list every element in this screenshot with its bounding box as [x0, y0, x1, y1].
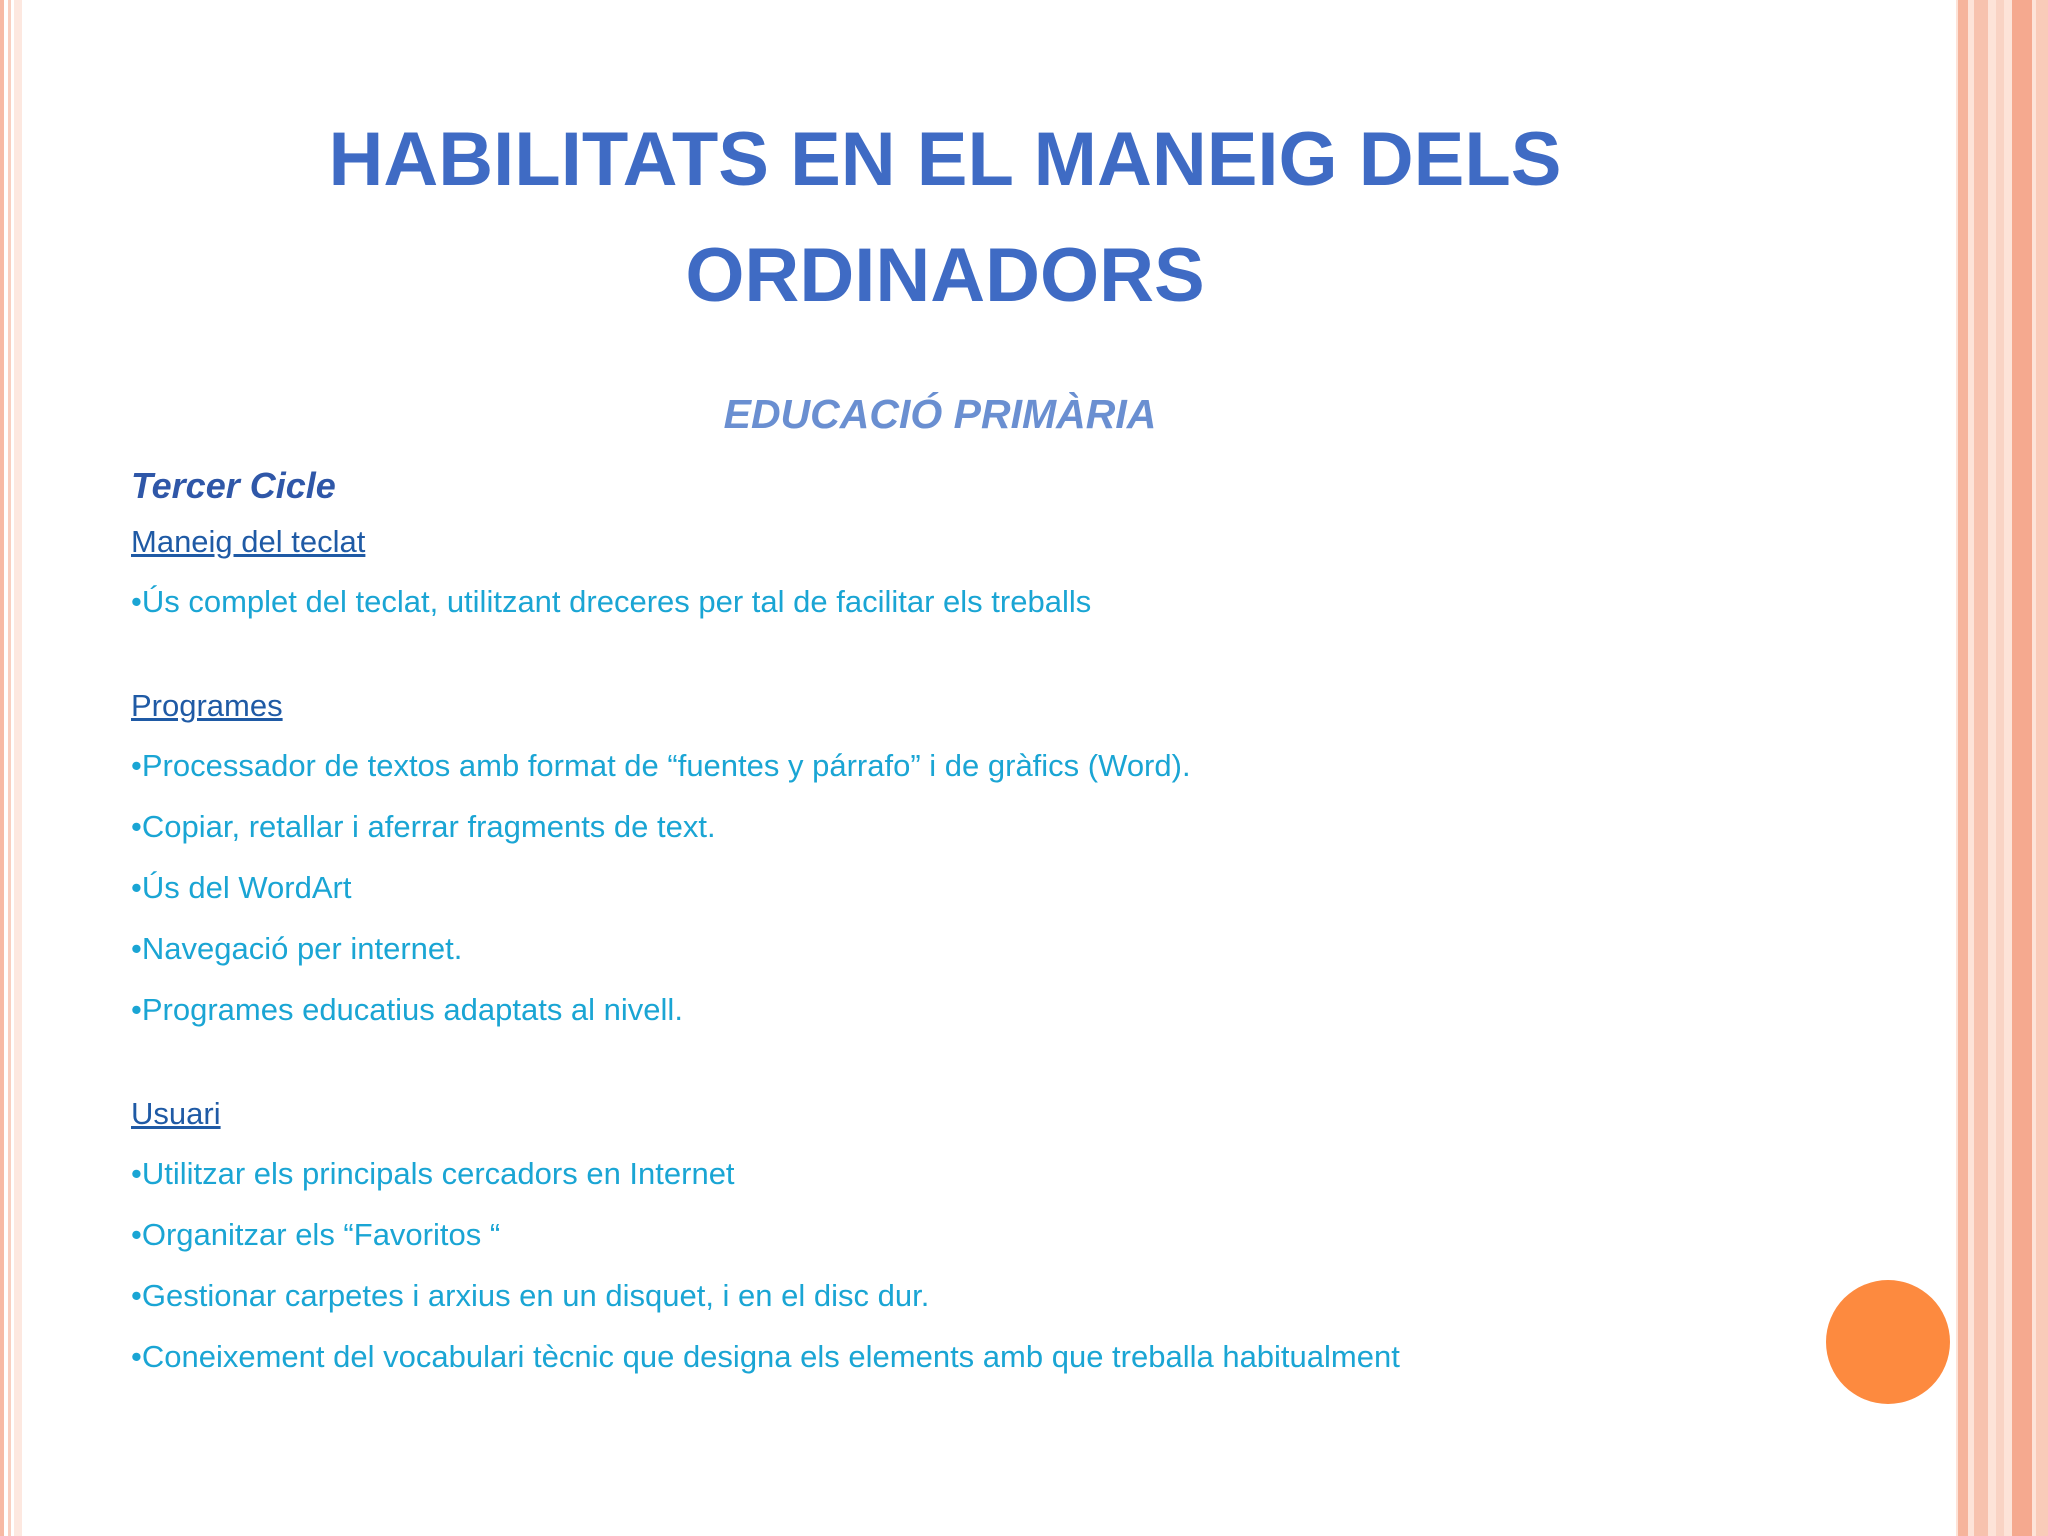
list-item: •Ús complet del teclat, utilitzant dreceres per tal de facilitar els treballs	[131, 584, 1092, 619]
section-spacer	[131, 1049, 1831, 1092]
list-item: •Coneixement del vocabulari tècnic que designa els elements amb que treballa habitualment	[131, 1339, 1400, 1374]
section-heading-programs: Programes	[131, 688, 283, 723]
right-border-stripe	[1996, 0, 2004, 1536]
list-item: •Copiar, retallar i aferrar fragments de text.	[131, 809, 716, 844]
list-item: •Ús del WordArt	[131, 870, 352, 905]
section-spacer	[131, 641, 1831, 684]
left-border-stripe	[14, 0, 22, 1536]
slide-title: HABILITATS EN EL MANEIG DELS ORDINADORS	[328, 117, 1562, 318]
section-heading-user: Usuari	[131, 1096, 221, 1131]
slide-content	[131, 460, 1831, 1396]
list-item: •Organitzar els “Favoritos “	[131, 1217, 501, 1252]
right-border-stripe	[2036, 0, 2048, 1536]
left-border-stripe	[8, 0, 11, 1536]
cycle-heading: Tercer Cicle	[131, 465, 336, 506]
left-border-stripe	[0, 0, 4, 1536]
list-item: •Utilitzar els principals cercadors en Internet	[131, 1156, 735, 1191]
slide-subtitle: EDUCACIÓ PRIMÀRIA	[723, 391, 1157, 437]
section-heading-keyboard: Maneig del teclat	[131, 524, 366, 559]
right-border-stripe	[2012, 0, 2032, 1536]
list-item: •Navegació per internet.	[131, 931, 463, 966]
right-border-stripe	[1974, 0, 1988, 1536]
decorative-circle	[1826, 1280, 1950, 1404]
list-item: •Processador de textos amb format de “fuentes y párrafo” i de gràfics (Word).	[131, 748, 1191, 783]
list-item: •Programes educatius adaptats al nivell.	[131, 992, 683, 1027]
list-item: •Gestionar carpetes i arxius en un disquet, i en el disc dur.	[131, 1278, 930, 1313]
right-border-stripe	[1958, 0, 1968, 1536]
